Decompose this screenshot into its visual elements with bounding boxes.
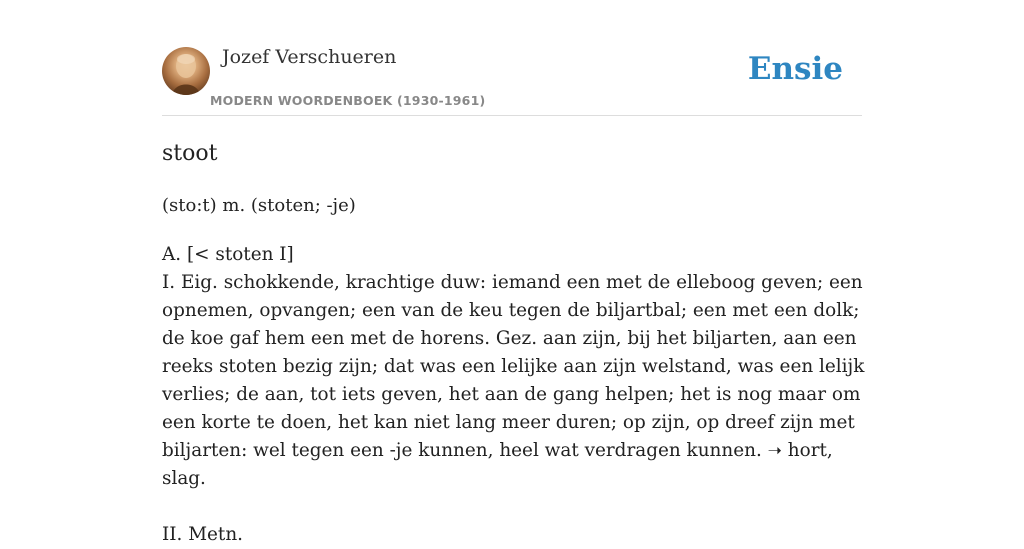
entry-pronunciation: (sto:t) m. (stoten; -je): [162, 195, 356, 216]
entry-headword: stoot: [162, 141, 218, 166]
sense-1-text: I. Eig. schokkende, krachtige duw: iemand een met de elleboog geven; een opnemen, opvangen; een van de keu tegen de biljartbal; een met een dolk; de koe gaf hem een met de horens. Gez. aan zijn, bij het biljarten, aan een reeks stoten bezig zijn; dat was een lelijke aan zijn welstand, was een lelijk verlies; de aan, tot iets geven, het aan de gang helpen; het is nog maar om een korte te doen, het kan niet lang meer duren; op zijn, op dreef zijn met biljarten: wel tegen een -je kunnen, heel wat verdragen kunnen.: [162, 272, 865, 461]
sense-2: II. Metn.: [162, 524, 244, 545]
source-title[interactable]: MODERN WOORDENBOEK (1930-1961): [210, 93, 486, 108]
section-a-heading: A. [< stoten I]: [162, 244, 294, 265]
entry-definition: [162, 241, 867, 549]
author-portrait-image: [162, 47, 210, 95]
paragraph-gap: [162, 493, 867, 521]
ensie-logo[interactable]: Ensie: [747, 51, 843, 87]
arrow-icon: ➝: [767, 441, 782, 461]
page-header: [162, 0, 862, 116]
author-name[interactable]: Jozef Verschueren: [222, 46, 397, 68]
sense-1: [162, 269, 867, 493]
author-avatar[interactable]: [162, 47, 210, 95]
cross-reference: hort, slag.: [162, 440, 833, 489]
header-divider: [162, 115, 862, 116]
